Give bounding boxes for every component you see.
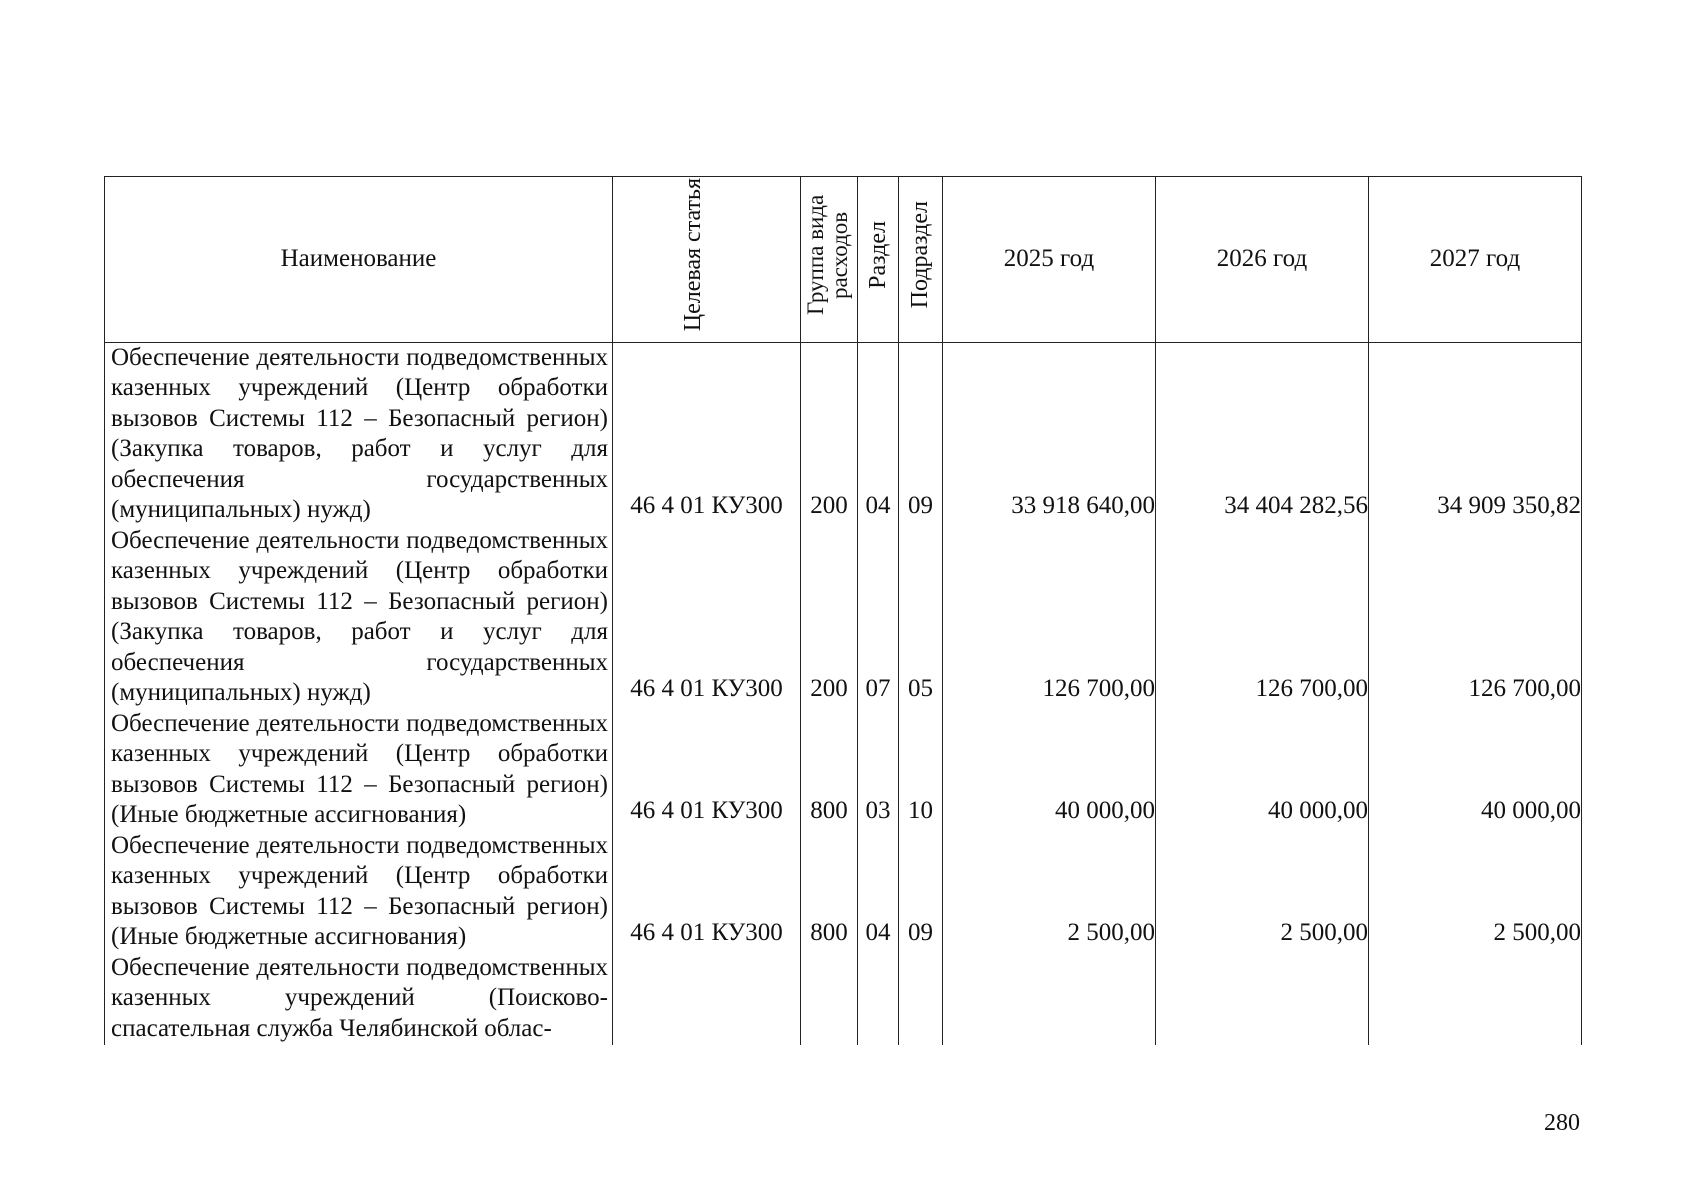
row-name: Обеспечение деятельности подведомственных казенных учреждений (Центр обработки вызовов Системы 112 – Безопасный регион) (Иные бюджетные ассигнования) (111, 831, 608, 950)
header-expense-group-label: Группа вида расходов (803, 194, 852, 316)
row-amount-2025 (943, 953, 1156, 1045)
row-subsection: 09 (899, 831, 943, 953)
table-row (105, 709, 1582, 831)
header-section (858, 177, 899, 343)
row-expense-group: 800 (801, 831, 858, 953)
row-name: Обеспечение деятельности подведомственных казенных учреждений (Центр обработки вызовов Системы 112 – Безопасный регион) (Закупка товаров, работ и услуг для обеспечения государственных (муниципальных) нужд) (111, 343, 608, 523)
table-row (105, 342, 1582, 526)
header-name: Наименование (105, 177, 613, 343)
row-name-cell (105, 342, 613, 526)
row-amount-2027 (1369, 953, 1582, 1045)
header-year-2026: 2026 год (1156, 177, 1369, 343)
row-name: Обеспечение деятельности подведомственных казенных учреждений (Центр обработки вызовов Системы 112 – Безопасный регион) (Закупка товаров, работ и услуг для обеспечения государственных (муниципальных) нужд) (111, 526, 608, 706)
row-target-article: 46 4 01 КУ300 (613, 709, 801, 831)
header-expense-group (801, 177, 858, 343)
table-row (105, 831, 1582, 953)
row-amount-2027: 126 700,00 (1369, 526, 1582, 709)
table-header-row (105, 177, 1582, 343)
row-section: 03 (858, 709, 899, 831)
page-number: 280 (1544, 1110, 1580, 1136)
header-target-article (613, 177, 801, 343)
row-section: 04 (858, 831, 899, 953)
row-amount-2026: 34 404 282,56 (1156, 342, 1369, 526)
row-subsection: 05 (899, 526, 943, 709)
row-name-cell (105, 709, 613, 831)
row-target-article: 46 4 01 КУ300 (613, 526, 801, 709)
row-amount-2026: 126 700,00 (1156, 526, 1369, 709)
row-amount-2025: 126 700,00 (943, 526, 1156, 709)
row-name-cell (105, 526, 613, 709)
row-amount-2025: 33 918 640,00 (943, 342, 1156, 526)
table-row (105, 526, 1582, 709)
row-subsection: 10 (899, 709, 943, 831)
row-amount-2026: 40 000,00 (1156, 709, 1369, 831)
row-section: 07 (858, 526, 899, 709)
header-section-label: Раздел (864, 221, 891, 289)
row-expense-group (801, 953, 858, 1045)
header-target-article-label: Целевая статья (679, 178, 706, 332)
table-row-continued (105, 953, 1582, 1045)
row-target-article: 46 4 01 КУ300 (613, 831, 801, 953)
row-amount-2026: 2 500,00 (1156, 831, 1369, 953)
row-section: 04 (858, 342, 899, 526)
row-expense-group: 800 (801, 709, 858, 831)
row-amount-2027: 40 000,00 (1369, 709, 1582, 831)
row-amount-2026 (1156, 953, 1369, 1045)
row-amount-2027: 34 909 350,82 (1369, 342, 1582, 526)
header-subsection-label: Подраздел (907, 201, 933, 309)
row-expense-group: 200 (801, 342, 858, 526)
row-name-cell (105, 831, 613, 953)
row-amount-2025: 40 000,00 (943, 709, 1156, 831)
row-section (858, 953, 899, 1045)
row-target-article (613, 953, 801, 1045)
row-name: Обеспечение деятельности подведомственных казенных учреждений (Центр обработки вызовов Системы 112 – Безопасный регион) (Иные бюджетные ассигнования) (111, 709, 608, 828)
header-year-2025: 2025 год (943, 177, 1156, 343)
row-amount-2027: 2 500,00 (1369, 831, 1582, 953)
header-subsection (899, 177, 943, 343)
row-target-article: 46 4 01 КУ300 (613, 342, 801, 526)
row-name-cell (105, 953, 613, 1045)
header-year-2027: 2027 год (1369, 177, 1582, 343)
row-name: Обеспечение деятельности подведомственных казенных учреждений (Поисково-спасательная служба Челябинской облас- (111, 953, 608, 1042)
budget-table (104, 176, 1582, 1045)
row-subsection (899, 953, 943, 1045)
row-amount-2025: 2 500,00 (943, 831, 1156, 953)
row-subsection: 09 (899, 342, 943, 526)
row-expense-group: 200 (801, 526, 858, 709)
